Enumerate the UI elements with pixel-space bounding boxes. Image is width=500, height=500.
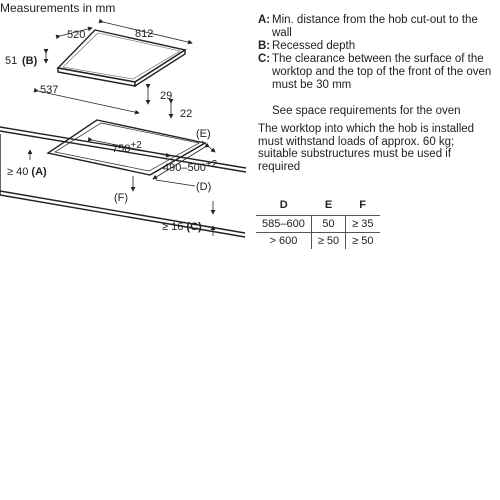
svg-text:490–500+2: [163, 159, 218, 174]
dim-hob-depth: 520: [67, 29, 86, 41]
table-cell: ≥ 35: [346, 216, 380, 233]
legend-note: See space requirements for the oven: [272, 105, 461, 117]
legend-text-b: Recessed depth: [272, 40, 356, 52]
table-cell: > 600: [256, 233, 311, 250]
svg-text:≥ 40 (A): [7, 166, 47, 178]
dim-hob-height: 29: [160, 90, 173, 102]
table-header-row: [256, 199, 380, 216]
legend-text-c: The clearance between the surface of the worktop and the top of the front of the oven must be 30 mm: [272, 53, 492, 91]
svg-text:≥ 16 (C): [162, 221, 202, 233]
label-f: (F): [114, 192, 129, 204]
legend: [258, 14, 498, 118]
label-d: (D): [196, 181, 212, 193]
dim-hob-width: 812: [135, 28, 154, 40]
key-c: (C): [186, 221, 202, 233]
table-cell: 50: [311, 216, 345, 233]
legend-text-a: Min. distance from the hob cut-out to the wall: [272, 14, 478, 39]
dim-recess: 51: [5, 55, 18, 67]
table-header: D: [279, 199, 288, 211]
table-cell: ≥ 50: [346, 233, 380, 250]
key-b: (B): [22, 55, 38, 67]
worktop-note: The worktop into which the hob is installed must withstand loads of approx. 60 kg; suitable substructures must be used if required: [258, 123, 475, 173]
page-title: Measurements in mm: [0, 1, 116, 15]
table-row: [256, 233, 380, 250]
label-e: (E): [196, 128, 211, 140]
dim-cutout-depth-label: 537: [40, 84, 59, 96]
table-header: E: [324, 199, 333, 211]
legend-key-b: B:: [258, 40, 271, 52]
dim-cutout-depth: 490–500: [163, 162, 206, 174]
dim-cutout-depth-tol: +2: [205, 159, 218, 170]
dim-min-a: ≥ 40: [7, 166, 29, 178]
legend-item-c: [258, 53, 498, 92]
dim-cutout-width-tol: +2: [130, 140, 142, 151]
dim-cutout-width: 750: [112, 143, 131, 155]
legend-item-a: [258, 14, 498, 40]
installation-drawing: [0, 0, 255, 245]
dim-min-height: 22: [180, 108, 193, 120]
legend-key-a: A:: [258, 14, 271, 26]
legend-key-c: C:: [258, 53, 271, 65]
table-cell: 585–600: [256, 216, 311, 233]
table-row: [256, 216, 380, 233]
table-cell: ≥ 50: [311, 233, 345, 250]
table-header: F: [359, 199, 366, 211]
svg-text:750+2: [112, 140, 142, 155]
requirements-table: [256, 199, 380, 249]
key-a: (A): [31, 166, 47, 178]
dim-min-c: ≥ 16: [162, 221, 184, 233]
legend-item-b: [258, 40, 498, 53]
